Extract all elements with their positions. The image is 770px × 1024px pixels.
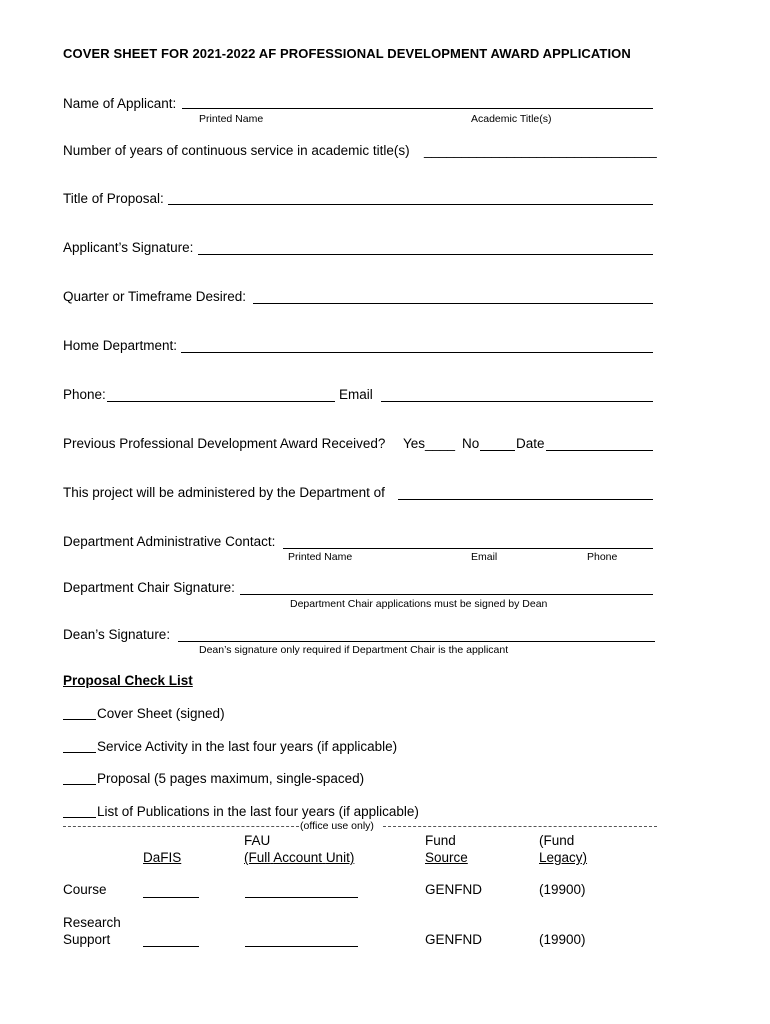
applicant-signature-line[interactable] — [198, 254, 653, 255]
dean-signature-note: Dean’s signature only required if Department Chair is the applicant — [199, 644, 509, 656]
checklist-item-proposal: Proposal (5 pages maximum, single-spaced) — [97, 771, 365, 786]
checklist-checkbox-publications[interactable] — [63, 817, 96, 818]
office-use-divider-left — [63, 826, 299, 827]
row-course-dafis-field[interactable] — [143, 897, 199, 898]
quarter-timeframe-line[interactable] — [253, 303, 653, 304]
header-dafis: DaFIS — [143, 850, 182, 865]
header-fau-unit: Unit) — [325, 850, 355, 865]
previous-award-no-label: No — [462, 436, 480, 451]
name-of-applicant-label: Name of Applicant: — [63, 96, 177, 111]
header-fau-detail — [244, 850, 354, 865]
admin-printed-name-caption: Printed Name — [288, 551, 353, 563]
phone-label: Phone: — [63, 387, 106, 402]
row-research-fund-source: GENFND — [425, 932, 482, 947]
admin-contact-label: Department Administrative Contact: — [63, 534, 276, 549]
header-fund-legacy-top: (Fund — [539, 833, 575, 848]
printed-name-caption: Printed Name — [199, 113, 264, 125]
chair-signature-line[interactable] — [240, 594, 653, 595]
title-of-proposal-label: Title of Proposal: — [63, 191, 164, 206]
admin-contact-line[interactable] — [283, 548, 653, 549]
phone-line[interactable] — [107, 401, 335, 402]
dean-signature-line[interactable] — [178, 641, 655, 642]
row-research-fau-field[interactable] — [245, 946, 358, 947]
checklist-item-publications: List of Publications in the last four years (if applicable) — [97, 804, 419, 819]
checklist-checkbox-service-activity[interactable] — [63, 752, 96, 753]
years-of-service-label: Number of years of continuous service in academic title(s) — [63, 143, 410, 158]
row-research-label-line2: Support — [63, 932, 111, 947]
header-fau: FAU — [244, 833, 271, 848]
quarter-timeframe-label: Quarter or Timeframe Desired: — [63, 289, 247, 304]
title-of-proposal-line[interactable] — [168, 204, 653, 205]
academic-title-caption: Academic Title(s) — [471, 113, 552, 125]
previous-award-yes[interactable]: Yes____ — [403, 436, 456, 451]
header-fau-open: (Full — [244, 850, 271, 865]
applicant-signature-label: Applicant’s Signature: — [63, 240, 194, 255]
chair-signature-note: Department Chair applications must be signed by Dean — [290, 598, 548, 610]
checklist-checkbox-proposal[interactable] — [63, 784, 96, 785]
email-line[interactable] — [381, 401, 653, 402]
checklist-item-service-activity: Service Activity in the last four years (if applicable) — [97, 739, 398, 754]
previous-award-date-line[interactable] — [546, 450, 653, 451]
home-department-line[interactable] — [181, 352, 653, 353]
dean-signature-label: Dean’s Signature: — [63, 627, 171, 642]
previous-award-date-label: Date — [516, 436, 545, 451]
previous-award-no-line[interactable] — [480, 450, 515, 451]
header-fund-source-top: Fund — [425, 833, 456, 848]
header-fau-account: Account — [273, 850, 323, 865]
admin-phone-caption: Phone — [587, 551, 618, 563]
row-research-dafis-field[interactable] — [143, 946, 199, 947]
row-course-fund-source: GENFND — [425, 882, 482, 897]
administered-by-line[interactable] — [398, 499, 653, 500]
checklist-heading: Proposal Check List — [63, 673, 193, 688]
row-course-fund-legacy: (19900) — [539, 882, 586, 897]
administered-by-label: This project will be administered by the Department of — [63, 485, 385, 500]
name-of-applicant-line[interactable] — [182, 108, 653, 109]
office-use-divider-right — [383, 826, 657, 827]
row-research-fund-legacy: (19900) — [539, 932, 586, 947]
email-label: Email — [339, 387, 373, 402]
home-department-label: Home Department: — [63, 338, 178, 353]
row-research-label-line1: Research — [63, 915, 121, 930]
header-fund-legacy-bottom: Legacy) — [539, 850, 588, 865]
previous-award-label: Previous Professional Development Award Received? — [63, 436, 386, 451]
checklist-item-cover-sheet: Cover Sheet (signed) — [97, 706, 225, 721]
row-course-label: Course — [63, 882, 107, 897]
header-fund-source-bottom: Source — [425, 850, 468, 865]
years-of-service-field[interactable]: _______________________________ — [424, 143, 657, 158]
office-use-label: (office use only) — [300, 820, 374, 832]
admin-email-caption: Email — [471, 551, 498, 563]
row-course-fau-field[interactable] — [245, 897, 358, 898]
page-title: COVER SHEET FOR 2021-2022 AF PROFESSIONAL DEVELOPMENT AWARD APPLICATION — [63, 46, 631, 61]
chair-signature-label: Department Chair Signature: — [63, 580, 235, 595]
checklist-checkbox-cover-sheet[interactable] — [63, 719, 96, 720]
